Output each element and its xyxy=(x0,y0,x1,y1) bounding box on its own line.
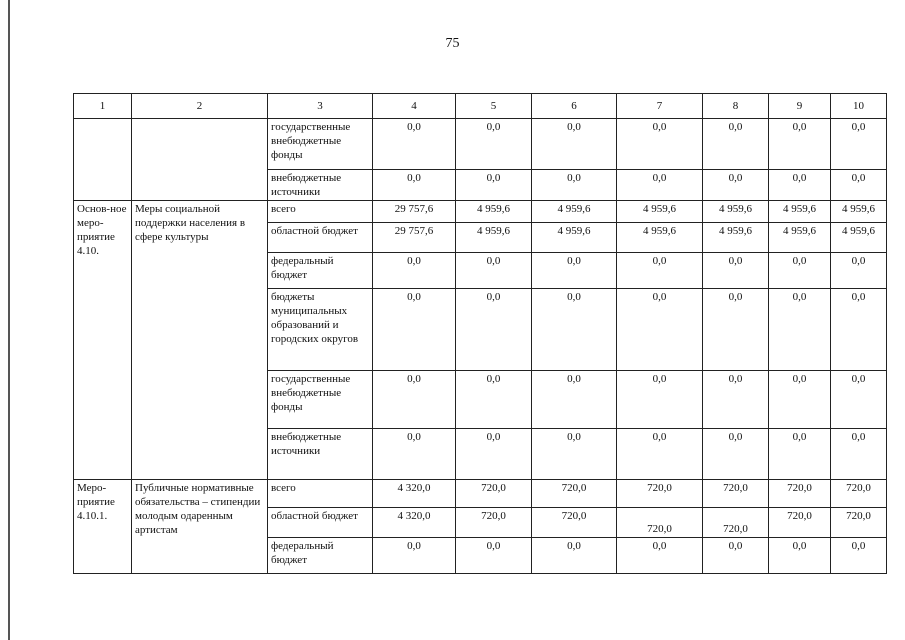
activity-name-cell: Публичные нормативные обязательства – стипендии молодым одаренным артистам xyxy=(132,480,268,574)
value-cell: 0,0 xyxy=(769,538,831,574)
value-cell: 4 959,6 xyxy=(831,201,887,223)
activity-code-cell: Основ-ное меро-приятие 4.10. xyxy=(74,201,132,480)
value-cell: 0,0 xyxy=(831,253,887,289)
value-cell: 4 320,0 xyxy=(373,508,456,538)
col-header: 7 xyxy=(617,94,703,119)
value-cell: 0,0 xyxy=(617,371,703,429)
value-cell: 0,0 xyxy=(617,538,703,574)
value-cell: 0,0 xyxy=(373,429,456,480)
value-cell: 0,0 xyxy=(703,119,769,170)
value-cell: 0,0 xyxy=(532,119,617,170)
value-cell: 0,0 xyxy=(703,429,769,480)
value-cell: 0,0 xyxy=(831,170,887,201)
value-cell: 0,0 xyxy=(769,371,831,429)
value-cell: 720,0 xyxy=(831,508,887,538)
value-cell: 0,0 xyxy=(617,253,703,289)
value-cell: 0,0 xyxy=(831,429,887,480)
value-cell: 0,0 xyxy=(456,170,532,201)
source-cell: всего xyxy=(268,201,373,223)
value-cell: 0,0 xyxy=(373,289,456,371)
activity-code-cell: Меро-приятие 4.10.1. xyxy=(74,480,132,574)
value-cell: 4 959,6 xyxy=(831,223,887,253)
value-cell: 4 959,6 xyxy=(456,201,532,223)
value-cell: 720,0 xyxy=(456,508,532,538)
value-cell: 720,0 xyxy=(617,508,703,538)
col-header: 1 xyxy=(74,94,132,119)
value-cell: 720,0 xyxy=(769,480,831,508)
activity-code-cell xyxy=(74,119,132,201)
value-cell: 0,0 xyxy=(456,538,532,574)
value-cell: 0,0 xyxy=(831,371,887,429)
value-cell: 720,0 xyxy=(703,508,769,538)
source-cell: внебюджетные источники xyxy=(268,429,373,480)
source-cell: областной бюджет xyxy=(268,223,373,253)
value-cell: 0,0 xyxy=(456,429,532,480)
value-cell: 4 959,6 xyxy=(456,223,532,253)
value-cell: 0,0 xyxy=(769,170,831,201)
value-cell: 720,0 xyxy=(831,480,887,508)
source-cell: государственные внебюджетные фонды xyxy=(268,371,373,429)
source-cell: федеральный бюджет xyxy=(268,253,373,289)
value-cell: 720,0 xyxy=(769,508,831,538)
value-cell: 0,0 xyxy=(831,119,887,170)
value-cell: 0,0 xyxy=(532,253,617,289)
value-cell: 0,0 xyxy=(831,289,887,371)
value-cell: 0,0 xyxy=(373,119,456,170)
value-cell: 0,0 xyxy=(617,289,703,371)
value-cell: 0,0 xyxy=(532,170,617,201)
col-header: 2 xyxy=(132,94,268,119)
value-cell: 29 757,6 xyxy=(373,223,456,253)
value-cell: 0,0 xyxy=(703,538,769,574)
value-cell: 29 757,6 xyxy=(373,201,456,223)
value-cell: 0,0 xyxy=(703,253,769,289)
value-cell: 0,0 xyxy=(617,170,703,201)
col-header: 5 xyxy=(456,94,532,119)
value-cell: 4 959,6 xyxy=(703,201,769,223)
value-cell: 0,0 xyxy=(373,538,456,574)
header-row xyxy=(74,94,887,119)
value-cell: 4 959,6 xyxy=(617,223,703,253)
value-cell: 0,0 xyxy=(617,119,703,170)
table-row xyxy=(74,201,887,223)
value-cell: 0,0 xyxy=(532,289,617,371)
source-cell: областной бюджет xyxy=(268,508,373,538)
value-cell: 0,0 xyxy=(617,429,703,480)
page-number: 75 xyxy=(445,36,460,51)
col-header: 9 xyxy=(769,94,831,119)
value-cell: 4 959,6 xyxy=(769,223,831,253)
value-cell: 0,0 xyxy=(769,253,831,289)
value-cell: 720,0 xyxy=(532,480,617,508)
value-cell: 720,0 xyxy=(456,480,532,508)
value-cell: 0,0 xyxy=(532,538,617,574)
table-row xyxy=(74,480,887,508)
value-cell: 0,0 xyxy=(456,119,532,170)
budget-table xyxy=(73,93,887,574)
value-cell: 0,0 xyxy=(456,289,532,371)
value-cell: 0,0 xyxy=(532,429,617,480)
value-cell: 4 959,6 xyxy=(617,201,703,223)
value-cell: 0,0 xyxy=(373,170,456,201)
source-cell: государственные внебюджетные фонды xyxy=(268,119,373,170)
source-cell: внебюджетные источники xyxy=(268,170,373,201)
col-header: 6 xyxy=(532,94,617,119)
value-cell: 720,0 xyxy=(617,480,703,508)
col-header: 4 xyxy=(373,94,456,119)
col-header: 8 xyxy=(703,94,769,119)
value-cell: 0,0 xyxy=(532,371,617,429)
value-cell: 0,0 xyxy=(769,289,831,371)
value-cell: 0,0 xyxy=(456,253,532,289)
value-cell: 720,0 xyxy=(532,508,617,538)
source-cell: всего xyxy=(268,480,373,508)
activity-name-cell xyxy=(132,119,268,201)
table-row xyxy=(74,119,887,170)
value-cell: 4 959,6 xyxy=(769,201,831,223)
activity-name-cell: Меры социальной поддержки населения в сфере культуры xyxy=(132,201,268,480)
value-cell: 0,0 xyxy=(456,371,532,429)
value-cell: 0,0 xyxy=(831,538,887,574)
col-header: 10 xyxy=(831,94,887,119)
value-cell: 4 320,0 xyxy=(373,480,456,508)
source-cell: федеральный бюджет xyxy=(268,538,373,574)
value-cell: 0,0 xyxy=(373,371,456,429)
source-cell: бюджеты муниципальных образований и городских округов xyxy=(268,289,373,371)
col-header: 3 xyxy=(268,94,373,119)
value-cell: 0,0 xyxy=(703,289,769,371)
value-cell: 0,0 xyxy=(769,429,831,480)
value-cell: 4 959,6 xyxy=(703,223,769,253)
value-cell: 0,0 xyxy=(703,371,769,429)
value-cell: 0,0 xyxy=(373,253,456,289)
value-cell: 0,0 xyxy=(703,170,769,201)
value-cell: 4 959,6 xyxy=(532,223,617,253)
value-cell: 4 959,6 xyxy=(532,201,617,223)
value-cell: 720,0 xyxy=(703,480,769,508)
scan-edge-line xyxy=(8,0,10,640)
value-cell: 0,0 xyxy=(769,119,831,170)
